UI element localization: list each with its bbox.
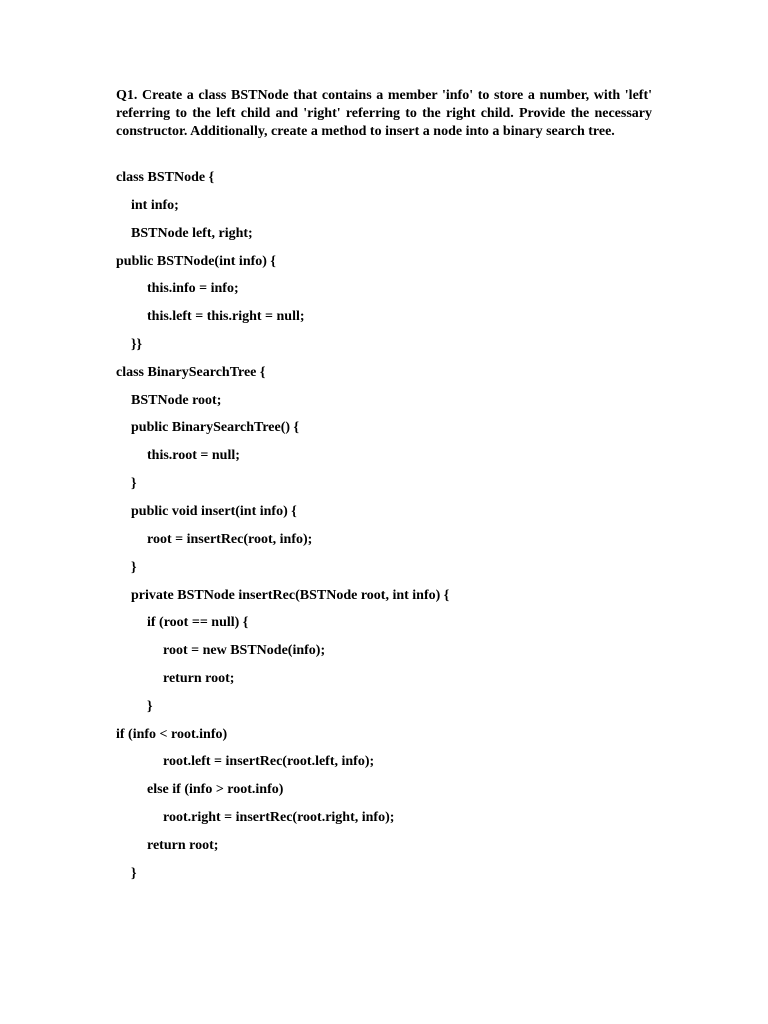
code-line: root = insertRec(root, info); (147, 532, 313, 547)
code-line: public BinarySearchTree() { (131, 420, 300, 435)
code-line: } (131, 476, 137, 491)
code-line: public void insert(int info) { (131, 504, 297, 519)
code-line: } (147, 699, 153, 714)
code-line: if (info < root.info) (116, 727, 228, 742)
code-line: else if (info > root.info) (147, 782, 284, 797)
code-line: }} (131, 337, 143, 352)
code-line: BSTNode left, right; (131, 226, 253, 241)
code-line: } (131, 560, 137, 575)
code-line: private BSTNode insertRec(BSTNode root, int info) { (131, 588, 450, 603)
code-line: this.left = this.right = null; (147, 309, 305, 324)
code-line: if (root == null) { (147, 615, 249, 630)
code-line: class BinarySearchTree { (116, 365, 266, 380)
code-line: this.info = info; (147, 281, 239, 296)
code-line: BSTNode root; (131, 393, 222, 408)
code-line: public BSTNode(int info) { (116, 254, 276, 269)
question-text: Q1. Create a class BSTNode that contains a member 'info' to store a number, with 'left' referring to the left child and 'right' referring to the right child. Provide the necessary constructor. Additionally, create a method to insert a node into a binary search tree. (116, 88, 652, 139)
code-line: root = new BSTNode(info); (163, 643, 326, 658)
code-line: class BSTNode { (116, 170, 215, 185)
code-line: } (131, 866, 137, 881)
code-line: int info; (131, 198, 179, 213)
code-line: return root; (163, 671, 235, 686)
code-line: root.left = insertRec(root.left, info); (163, 754, 375, 769)
code-line: this.root = null; (147, 448, 240, 463)
code-line: return root; (147, 838, 219, 853)
code-line: root.right = insertRec(root.right, info); (163, 810, 395, 825)
